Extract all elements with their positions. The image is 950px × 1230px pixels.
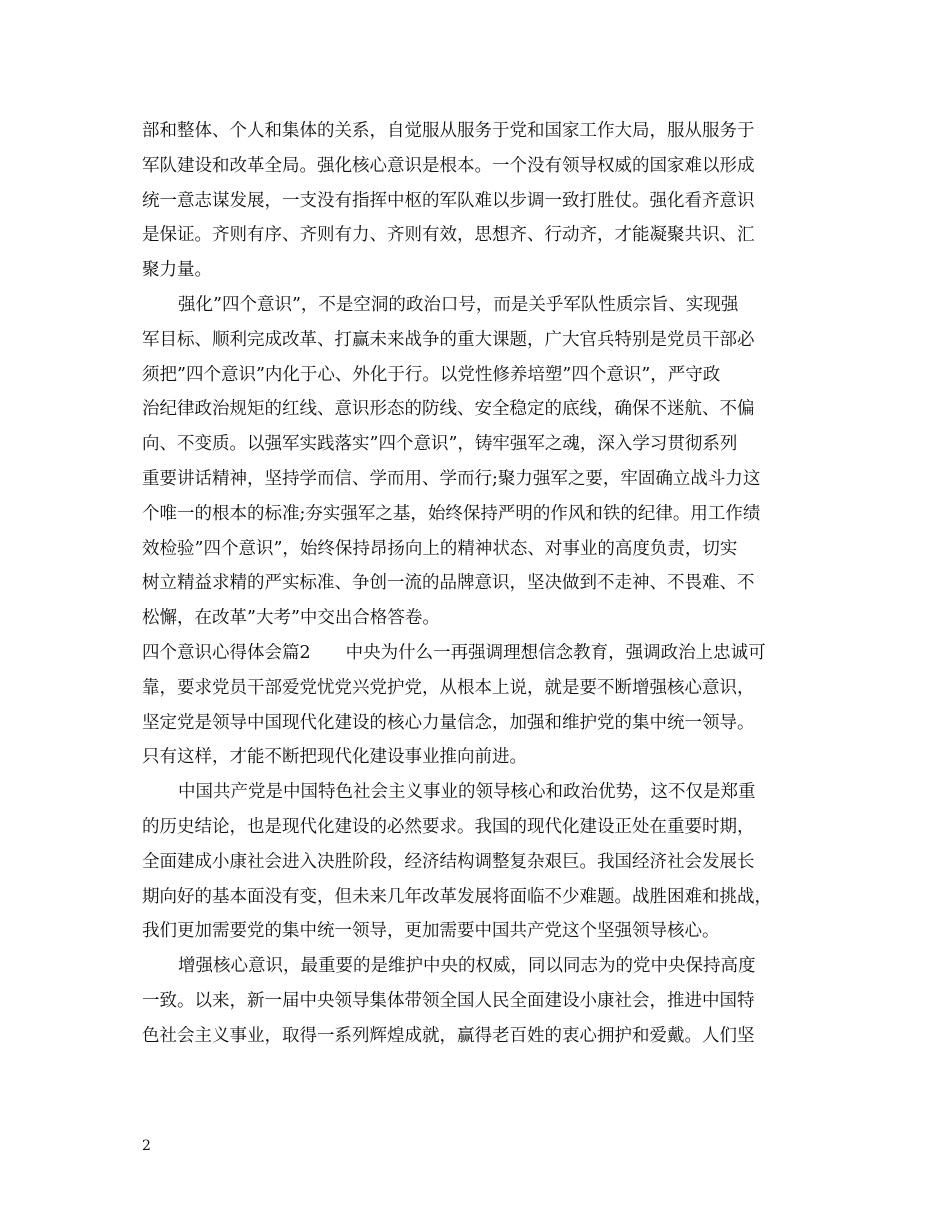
text-line: 强化”四个意识”，不是空洞的政治口号，而是关乎军队性质宗旨、实现强 (178, 294, 739, 315)
text-line: 坚定党是领导中国现代化建设的核心力量信念，加强和维护党的集中统一领导。 (142, 712, 755, 733)
body-text (142, 114, 822, 1054)
text-line: 只有这样，才能不断把现代化建设事业推向前进。 (142, 747, 527, 768)
text-line: 部和整体、个人和集体的关系，自觉服从服务于党和国家工作大局，服从服务于 (142, 121, 755, 141)
text-line: 是保证。齐则有序、齐则有力、齐则有效，思想齐、行动齐，才能凝聚共识、汇 (142, 225, 755, 246)
text-line: 效检验”四个意识”，始终保持昂扬向上的精神状态、对事业的高度负责，切实 (142, 538, 738, 559)
text-line: 树立精益求精的严实标准、争创一流的品牌意识，坚决做到不走神、不畏难、不 (142, 573, 755, 594)
text-line: 军目标、顺利完成改革、打赢未来战争的重大课题，广大官兵特别是党员干部必 (142, 329, 755, 350)
text-line: 的历史结论，也是现代化建设的必然要求。我国的现代化建设正处在重要时期， (142, 816, 755, 837)
text-line: 向、不变质。以强军实践落实”四个意识”，铸牢强军之魂，深入学习贯彻系列 (142, 434, 738, 455)
text-line: 四个意识心得体会篇2 中央为什么一再强调理想信念教育，强调政治上忠诚可 (142, 642, 766, 663)
text-line: 统一意志谋发展，一支没有指挥中枢的军队难以步调一致打胜仗。强化看齐意识 (142, 190, 755, 211)
text-line: 须把”四个意识”内化于心、外化于行。以党性修养培塑”四个意识”，严守政 (142, 364, 721, 385)
text-line: 一致。以来，新一届中央领导集体带领全国人民全面建设小康社会，推进中国特 (142, 990, 755, 1011)
text-line: 增强核心意识，最重要的是维护中央的权威，同以同志为的党中央保持高度 (178, 956, 756, 977)
text-line: 松懈，在改革”大考”中交出合格答卷。 (142, 608, 440, 629)
text-line: 个唯一的根本的标准;夯实强军之基，始终保持严明的作风和铁的纪律。用工作绩 (142, 503, 761, 524)
page-number: 2 (142, 1138, 151, 1154)
text-line: 靠，要求党员干部爱党忧党兴党护党，从根本上说，就是要不断增强核心意识， (142, 677, 755, 698)
text-line: 我们更加需要党的集中统一领导，更加需要中国共产党这个坚强领导核心。 (142, 921, 720, 942)
text-line: 全面建成小康社会进入决胜阶段，经济结构调整复杂艰巨。我国经济社会发展长 (142, 851, 755, 872)
text-line: 聚力量。 (142, 260, 212, 281)
text-line: 中国共产党是中国特色社会主义事业的领导核心和政治优势，这不仅是郑重 (178, 782, 756, 803)
text-line: 期向好的基本面没有变，但未来几年改革发展将面临不少难题。战胜困难和挑战， (142, 886, 772, 907)
text-line: 色社会主义事业，取得一系列辉煌成就，赢得老百姓的衷心拥护和爱戴。人们坚 (142, 1025, 755, 1046)
text-line: 军队建设和改革全局。强化核心意识是根本。一个没有领导权威的国家难以形成 (142, 155, 755, 176)
text-line: 治纪律政治规矩的红线、意识形态的防线、安全稳定的底线，确保不迷航、不偏 (142, 399, 755, 420)
text-line: 重要讲话精神，坚持学而信、学而用、学而行;聚力强军之要，牢固确立战斗力这 (142, 468, 761, 489)
